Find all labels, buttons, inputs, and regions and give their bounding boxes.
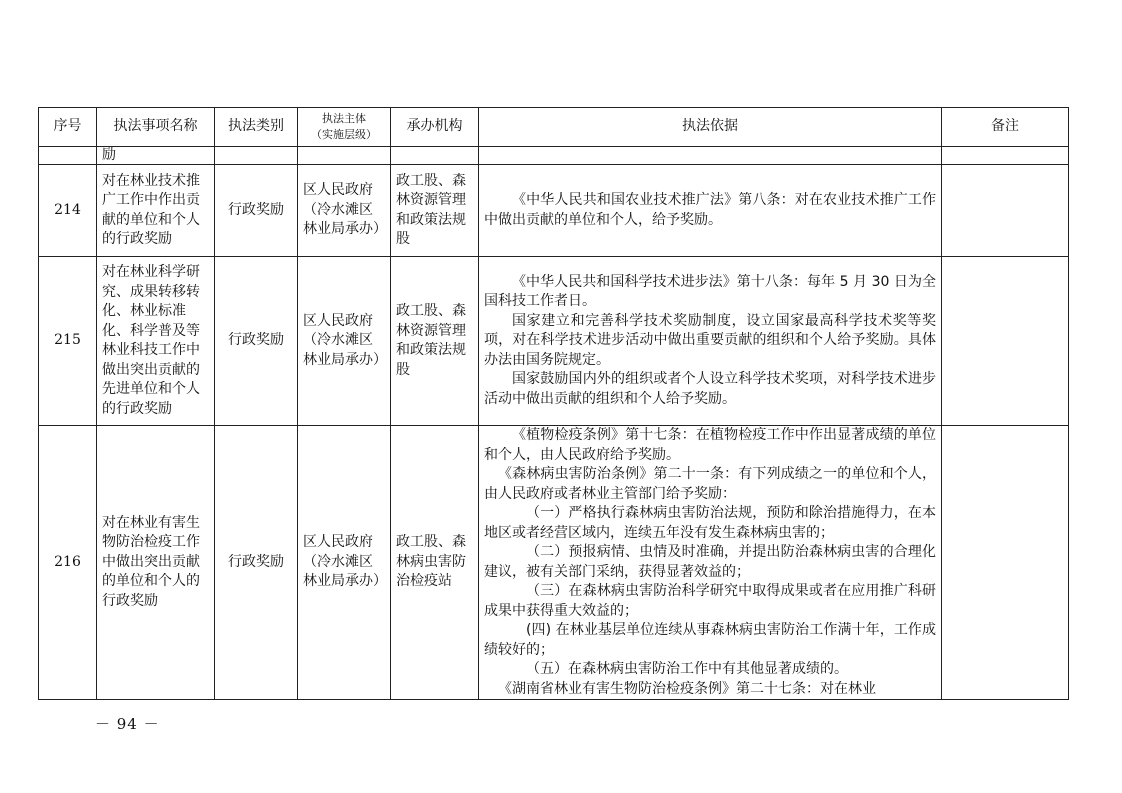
header-no: 序号 — [39, 108, 97, 147]
cell-no — [39, 147, 97, 165]
table-row — [39, 426, 1069, 700]
cell-category: 行政奖励 — [215, 257, 298, 426]
cell-category: 行政奖励 — [215, 165, 298, 257]
header-category: 执法类别 — [215, 108, 298, 147]
cell-category — [215, 147, 298, 165]
basis-paragraph: (四) 在林业基层单位连续从事森林病虫害防治工作满十年，工作成绩较好的； — [484, 622, 936, 658]
basis-paragraph: （五）在森林病虫害防治工作中有其他显著成绩的。 — [526, 661, 848, 677]
header-org: 承办机构 — [391, 108, 479, 147]
header-subject — [298, 108, 391, 147]
basis-paragraph: 《中华人民共和国农业技术推广法》第八条：对在农业技术推广工作中做出贡献的单位和个人，给予奖励。 — [484, 192, 936, 228]
enforcement-table — [38, 107, 1069, 700]
cell-item-name: 对在林业技术推广工作中作出贡献的单位和个人的行政奖励 — [97, 165, 215, 257]
cell-subject: 区人民政府（冷水滩区林业局承办） — [298, 426, 391, 700]
basis-paragraph: 国家建立和完善科学技术奖励制度，设立国家最高科学技术奖等奖项，对在科学技术进步活动中做出重要贡献的组织和个人给予奖励。具体办法由国务院规定。 — [484, 312, 936, 368]
cell-note — [942, 257, 1069, 426]
basis-paragraph: （三）在森林病虫害防治科学研究中取得成果或者在应用推广科研成果中获得重大效益的； — [484, 583, 936, 619]
cell-basis — [479, 147, 942, 165]
basis-paragraph: 《中华人民共和国科学技术进步法》第十八条：每年 5 月 30 日为全国科技工作者日。 — [484, 273, 936, 310]
cell-no: 215 — [39, 257, 97, 426]
cell-basis — [479, 426, 942, 700]
header-subject-line1: 执法主体 — [322, 112, 366, 125]
basis-paragraph: 国家鼓励国内外的组织或者个人设立科学技术奖项，对科学技术进步活动中做出贡献的组织和个人给予奖励。 — [484, 371, 936, 407]
table-header-row — [39, 108, 1069, 147]
basis-paragraph: 《湖南省林业有害生物防治检疫条例》第二十七条：对在林业 — [498, 680, 876, 697]
basis-paragraph: 《植物检疫条例》第十七条：在植物检疫工作中作出显著成绩的单位和个人，由人民政府给予奖励。 — [484, 427, 936, 463]
cell-item-name: 励 — [97, 147, 215, 165]
basis-paragraph: （二）预报病情、虫情及时准确，并提出防治森林病虫害的合理化建议，被有关部门采纳，获得显著效益的； — [484, 544, 936, 580]
cell-org: 政工股、森林资源管理和政策法规股 — [391, 165, 479, 257]
page-number: － 94 － — [95, 715, 160, 733]
header-note: 备注 — [942, 108, 1069, 147]
cell-note — [942, 165, 1069, 257]
cell-basis — [479, 165, 942, 257]
cell-org — [391, 147, 479, 165]
table-row — [39, 165, 1069, 257]
header-item-name: 执法事项名称 — [97, 108, 215, 147]
cell-basis — [479, 257, 942, 426]
cell-item-name: 对在林业有害生物防治检疫工作中做出突出贡献的单位和个人的行政奖励 — [97, 426, 215, 700]
cell-org: 政工股、森林病虫害防治检疫站 — [391, 426, 479, 700]
cell-category: 行政奖励 — [215, 426, 298, 700]
cell-note — [942, 147, 1069, 165]
cell-org: 政工股、森林资源管理和政策法规股 — [391, 257, 479, 426]
cell-subject: 区人民政府（冷水滩区林业局承办） — [298, 257, 391, 426]
basis-paragraph: （一）严格执行森林病虫害防治法规，预防和除治措施得力，在本地区或者经营区域内，连续五年没有发生森林病虫害的； — [484, 505, 936, 541]
cell-subject — [298, 147, 391, 165]
basis-paragraph: 《森林病虫害防治条例》第二十一条：有下列成绩之一的单位和个人，由人民政府或者林业主管部门给予奖励： — [484, 466, 936, 502]
cell-item-name: 对在林业科学研究、成果转移转化、林业标准化、科学普及等林业科技工作中做出突出贡献的先进单位和个人的行政奖励 — [97, 257, 215, 426]
table-row — [39, 257, 1069, 426]
cell-no: 214 — [39, 165, 97, 257]
cell-no: 216 — [39, 426, 97, 700]
table-row-continuation — [39, 147, 1069, 165]
header-subject-line2: （实施层级） — [311, 128, 377, 141]
cell-subject: 区人民政府（冷水滩区林业局承办） — [298, 165, 391, 257]
header-basis: 执法依据 — [479, 108, 942, 147]
cell-note — [942, 426, 1069, 700]
